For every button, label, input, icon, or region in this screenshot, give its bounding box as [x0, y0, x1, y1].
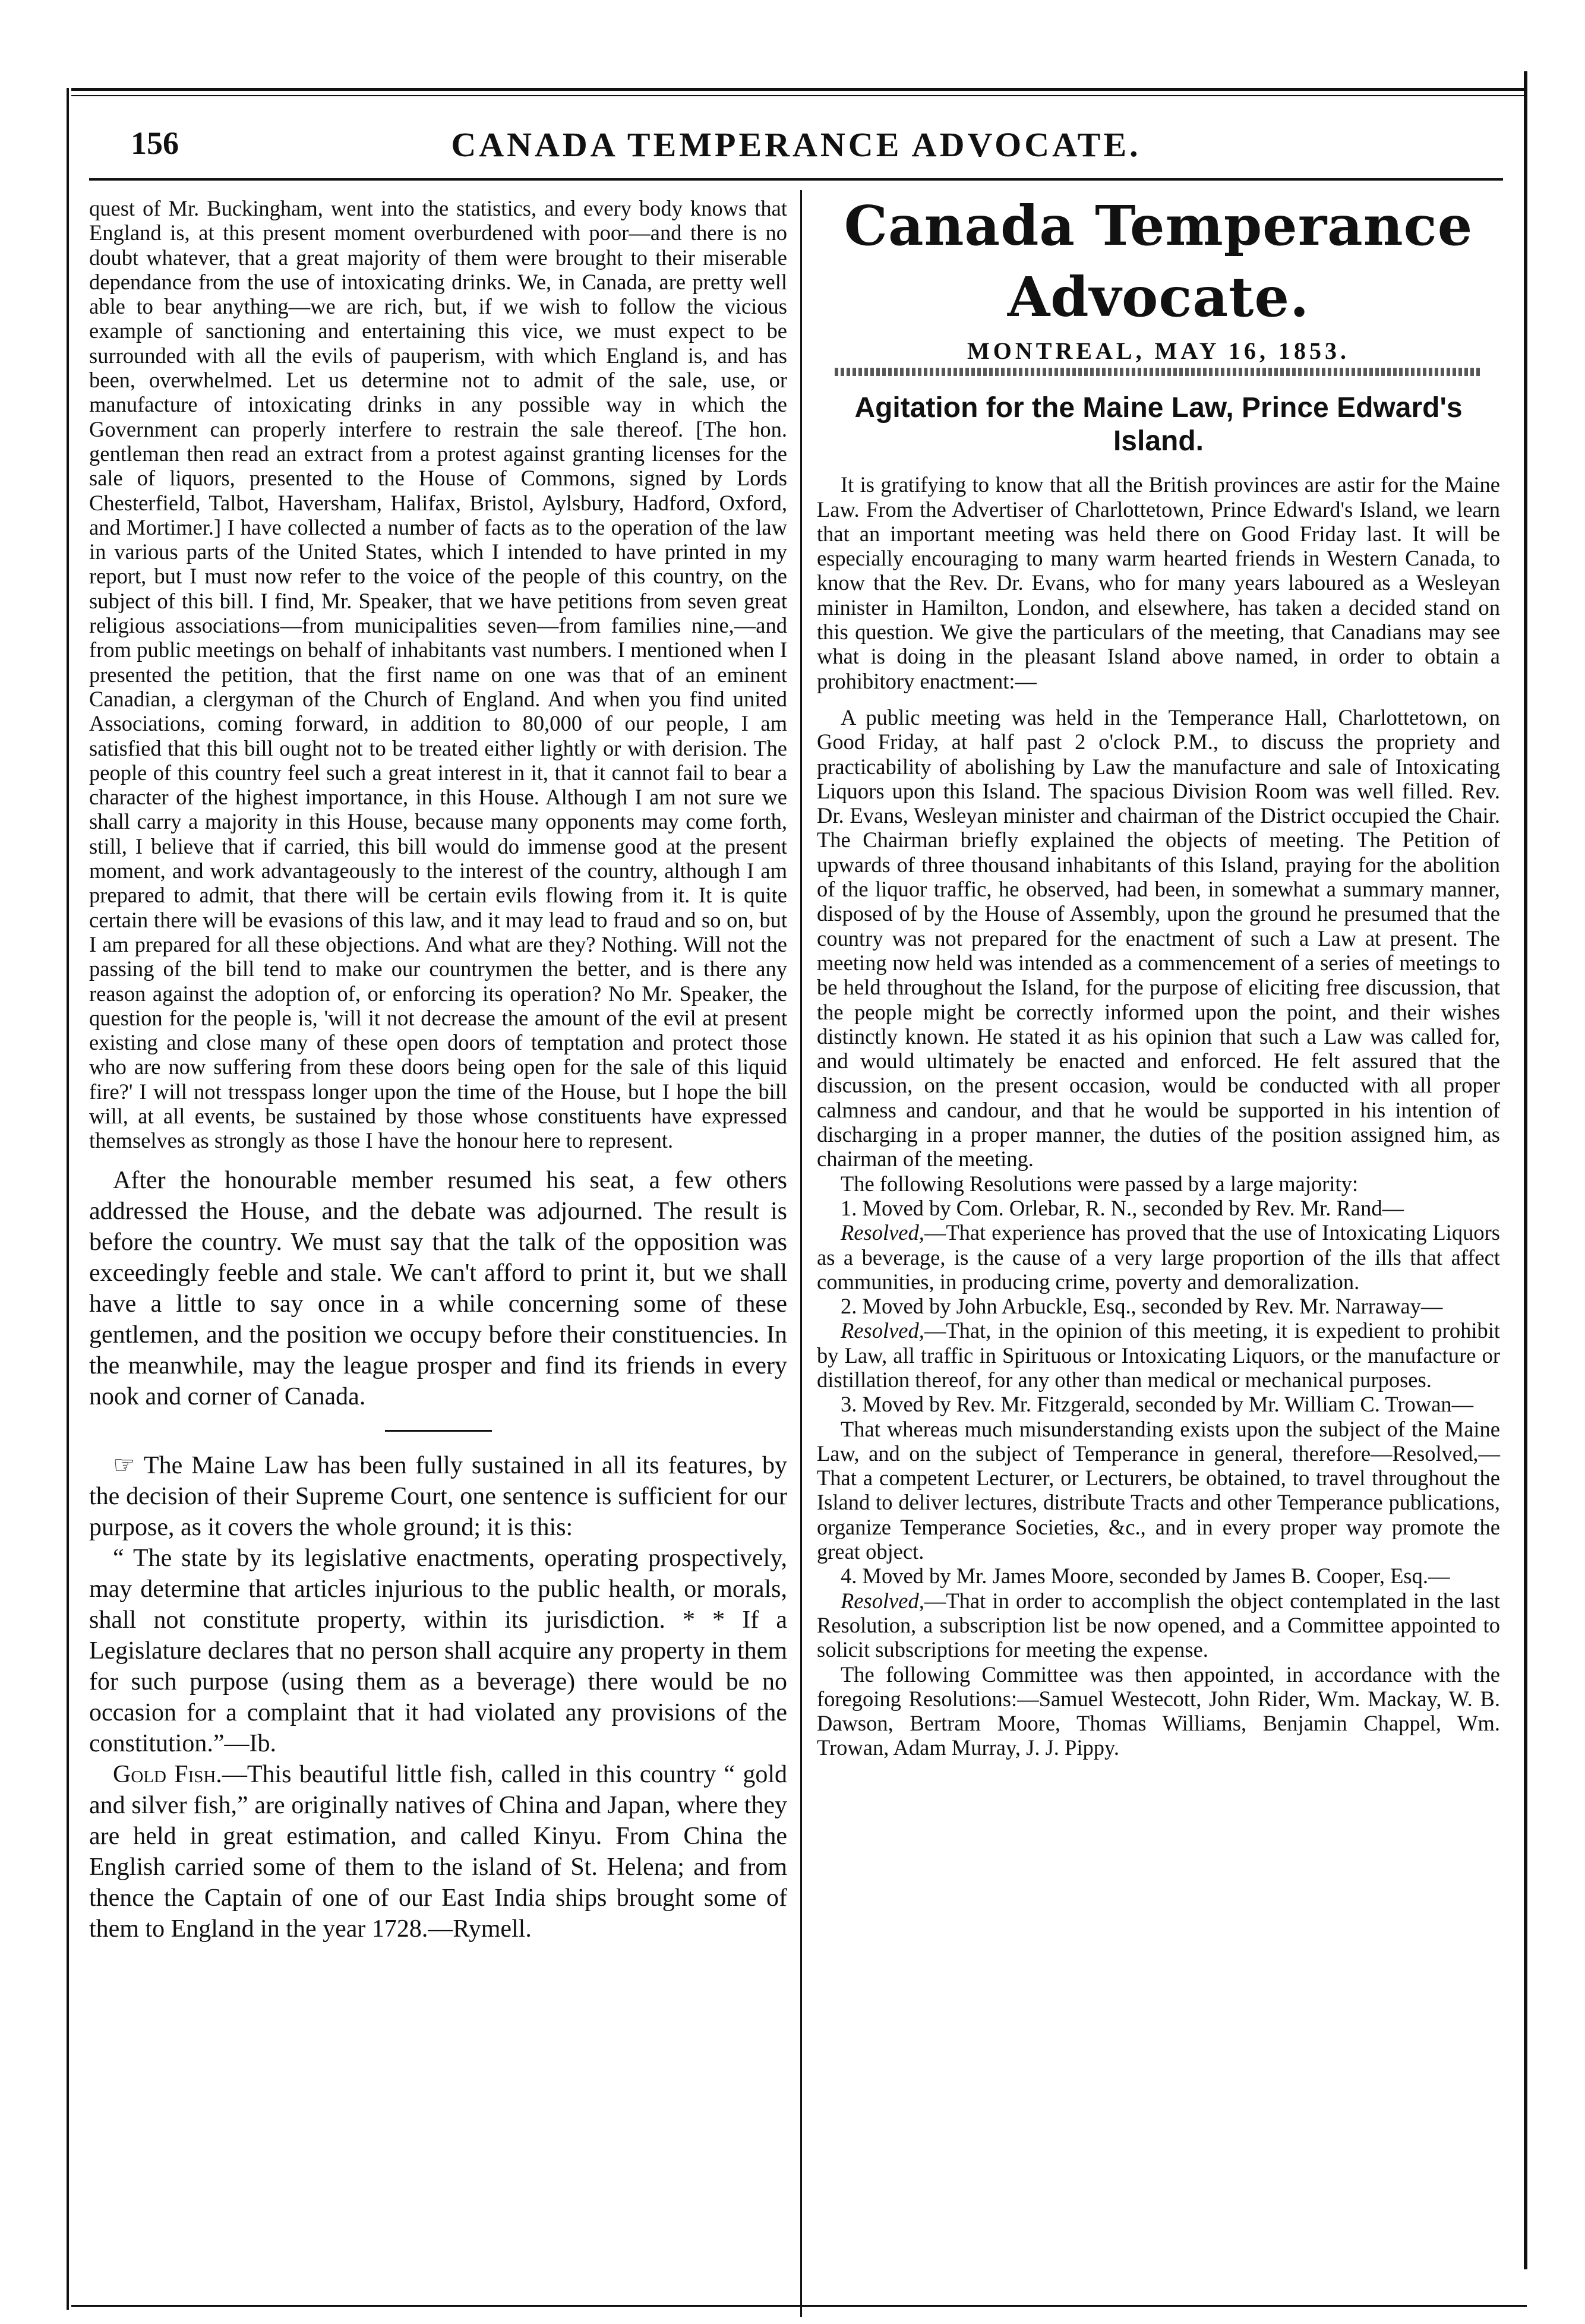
top-double-rule-outer	[71, 88, 1527, 91]
section-divider	[385, 1430, 492, 1432]
resolution-2-resolved: Resolved,	[841, 1318, 924, 1343]
article-headline: Agitation for the Maine Law, Prince Edward's Island.	[854, 392, 1463, 457]
column-divider	[800, 190, 802, 2317]
court-quotation: “ The state by its legislative enactments, operating prospectively, may determine that articles injurious to the public health, or morals, shall not constitute property, within its jurisdiction. * * If a Legislature declares that no person shall acquire any property in them for such purpose (using them as a beverage) there would be no occasion for a complaint that it had violated any provisions of the constitution.”—Ib.	[89, 1544, 787, 1757]
masthead: Canada Temperance Advocate.	[844, 194, 1473, 329]
meeting-report: A public meeting was held in the Temperance Hall, Charlottetown, on Good Friday, at half past 2 o'clock P.M., to discuss the propriety and practicability of abolishing by Law the manufacture and sale of Intoxicating Liquors upon this Island. The spacious Division Room was well filled. Rev. Dr. Evans, Wesleyan minister and chairman of the District occupied the Chair. The Chairman briefly explained the objects of meeting. The Petition of upwards of three thousand inhabitants of this Island, praying for the abolition of the liquor traffic, he observed, had been, in somewhat a summary manner, disposed of by the House of Assembly, upon the ground he presumed that the country was not prepared for the enactment of such a Law at present. The meeting now held was intended as a commencement of a series of meetings to be held throughout the Island, for the purpose of eliciting free discussion, that the people might be correctly informed upon the point, and their wishes distinctly known. He stated it as his opinion that such a Law was called for, and would ultimately be enacted and enforced. He felt assured that the discussion, on the present occasion, would be conducted with all proper calmness and candour, and that he would be supported in his intention of discharging in a proper manner, the duties of the position assigned him, as chairman of the meeting.	[817, 705, 1500, 1172]
top-double-rule-inner	[71, 95, 1527, 96]
left-border	[67, 88, 69, 2310]
resolution-4-text: —That in order to accomplish the object contemplated in the last Resolution, a subscription list be now opened, and a Committee appointed to solicit subscriptions for meeting the expense.	[817, 1588, 1500, 1662]
header-rule	[89, 178, 1503, 181]
resolution-2-text: —That, in the opinion of this meeting, it is expedient to prohibit by Law, all traffic in Spirituous or Intoxicating Liquors, or the manufacture or distillation thereof, for any other than medical or mechanical purposes.	[817, 1318, 1500, 1392]
article-intro: It is gratifying to know that all the British provinces are astir for the Maine Law. From the Advertiser of Charlottetown, Prince Edward's Island, we learn that an important meeting was held there on Good Friday last. It will be especially encouraging to many warm hearted friends in Western Canada, to know that the Rev. Dr. Evans, who for many years laboured as a Wesleyan minister in Hamilton, London, and elsewhere, has taken a decided stand on this question. We give the particulars of the meeting, that Canadians may see what is doing in the pleasant Island above named, in order to obtain a prohibitory enactment:—	[817, 472, 1500, 693]
resolution-4-movers: 4. Moved by Mr. James Moore, seconded by James B. Cooper, Esq.—	[841, 1564, 1450, 1589]
maine-law-paragraph: The Maine Law has been fully sustained in all its features, by the decision of their Supreme Court, one sentence is sufficient for our purpose, as it covers the whole ground; it is this:	[89, 1451, 787, 1541]
right-border	[1524, 71, 1527, 2269]
gold-fish-lead: Gold Fish.	[113, 1760, 222, 1788]
resolution-3-text: That whereas much misunderstanding exists upon the subject of the Maine Law, and on the subject of Temperance in general, therefore—Resolved,—That a competent Lecturer, or Lecturers, be obtained, to travel throughout the Island to deliver lectures, distribute Tracts and other Temperance publications, organize Temperance Societies, &c., and in every proper way promote the great object.	[817, 1416, 1500, 1564]
resolution-3-movers: 3. Moved by Rev. Mr. Fitzgerald, seconded by Mr. William C. Trowan—	[841, 1392, 1474, 1417]
left-column	[89, 196, 787, 1944]
speech-continuation: quest of Mr. Buckingham, went into the statistics, and every body knows that England is, at this present moment overburdened with poor—and there is no doubt whatever, that a great majority of them were brought to their miserable dependance from the use of intoxicating drinks. We, in Canada, are pretty well able to bear anything—we are rich, but, if we wish to follow the vicious example of sanctioning and entertaining this vice, we must expect to be surrounded with all the evils of pauperism, with which England is, and has been, overwhelmed. Let us determine not to admit of the sale, use, or manufacture of intoxicating drinks in any possible way in which the Government can properly interfere to restrain the sale thereof. [The hon. gentleman then read an extract from a protest against granting licenses for the sale of liquors, presented to the House of Commons, signed by Lords Chesterfield, Talbot, Haversham, Halifax, Bristol, Aylsbury, Hadford, Oxford, and Mortimer.] I have collected a number of facts as to the operation of the law in various parts of the United States, which I intended to have printed in my report, but I must now refer to the voice of the people of this country, on the subject of this bill. I find, Mr. Speaker, that we have petitions from seven great religious associations—from municipalities seven—from families nine,—and from public meetings on behalf of inhabitants vast numbers. I mentioned when I presented the petition, that the first name on one was that of an eminent Canadian, a clergyman of the Church of England. And when you find united Associations, coming forward, in addition to 80,000 of our people, I am satisfied that this bill ought not to be treated either lightly or with derision. The people of this country feel such a great interest in it, that it cannot fail to bear a character of the highest importance, in this House. Although I am not sure we shall carry a majority in this House, because many opponents may come forth, still, I believe that if carried, this bill would do immense good at the present moment, and work advantageously to the interest of the country, although I am prepared to admit, that there will be certain evils flowing from it. It is quite certain there will be evasions of this law, and it may lead to fraud and so on, but I am prepared for all these objections. And what are they? Nothing. Will not the passing of the bill tend to make our countrymen the better, and is there any reason against the adoption of, or enforcing its operation? No Mr. Speaker, the question for the people is, 'will it not decrease the amount of the evil at present existing and close many of these open doors of temptation and protect those who are now suffering from these doors being open for the sale of this liquid fire?' I will not tresspass longer upon the time of the House, but I hope the bill will, at all events, be sustained by those whose constituents have expressed themselves as strongly as those I have the honour here to represent.	[89, 196, 787, 1153]
right-column	[817, 196, 1500, 1760]
dateline: MONTREAL, MAY 16, 1853.	[967, 337, 1350, 364]
gold-fish-paragraph: —This beautiful little fish, called in this country “ gold and silver fish,” are originally natives of China and Japan, where they are held in great estimation, and called Kinyu. From China the English carried some of them to the island of St. Helena; and from thence the Captain of one of our East India ships brought some of them to England in the year 1728.—Rymell.	[89, 1760, 787, 1943]
committee-list: The following Committee was then appointed, in accordance with the foregoing Resolutions:—Samuel Westecott, John Rider, Wm. Mackay, W. B. Dawson, Bertram Moore, Thomas Williams, Benjamin Chappel, Wm. Trowan, Adam Murray, J. J. Pippy.	[817, 1662, 1500, 1760]
dateline-wavy-rule	[835, 368, 1482, 376]
resolution-1-resolved: Resolved,	[841, 1220, 924, 1245]
editorial-remark: After the honourable member resumed his seat, a few others addressed the House, and the debate was adjourned. The result is before the country. We must say that the talk of the opposition was exceedingly feeble and stale. We can't afford to print it, but we shall have a little to say once in a while concerning some of these gentlemen, and the position we occupy before their constituencies. In the meanwhile, may the league prosper and find its friends in every nook and corner of Canada.	[89, 1166, 787, 1410]
resolutions-intro: The following Resolutions were passed by a large majority:	[841, 1171, 1359, 1196]
bottom-rule	[71, 2305, 1527, 2307]
pointing-hand-icon: ☞	[113, 1450, 135, 1479]
resolution-4-resolved: Resolved,	[841, 1588, 924, 1613]
resolution-2-movers: 2. Moved by John Arbuckle, Esq., seconded by Rev. Mr. Narraway—	[841, 1294, 1443, 1319]
running-head: CANADA TEMPERANCE ADVOCATE.	[451, 125, 1141, 164]
page-number: 156	[131, 125, 179, 161]
resolution-1-movers: 1. Moved by Com. Orlebar, R. N., seconded by Rev. Mr. Rand—	[841, 1195, 1404, 1220]
resolution-1-text: —That experience has proved that the use of Intoxicating Liquors as a beverage, is the cause of a very large proportion of the ills that affect communities, in producing crime, poverty and demoralization.	[817, 1220, 1500, 1294]
